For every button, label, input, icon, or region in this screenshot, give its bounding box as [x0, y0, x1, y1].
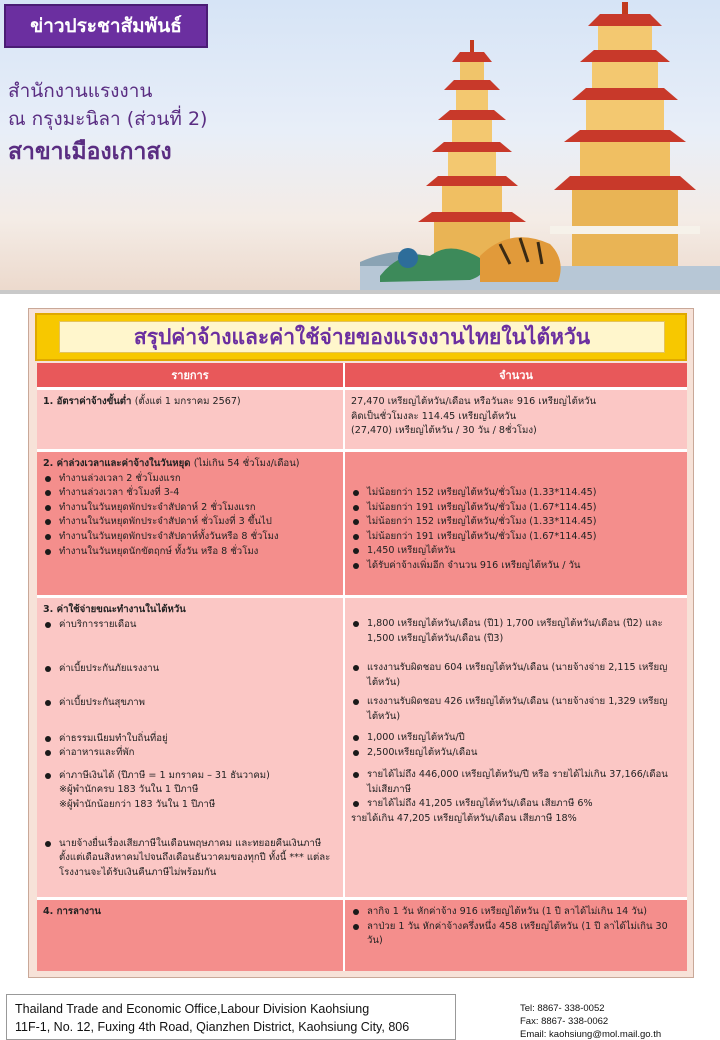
overtime-amount-list	[351, 486, 681, 574]
list-item: ค่าภาษีเงินได้ (ปีภาษี = 1 มกราคม – 31 ธันวาคม)	[43, 769, 337, 784]
list-item: ลากิจ 1 วัน หักค่าจ้าง 916 เหรียญไต้หวัน (1 ปี ลาได้ไม่เกิน 14 วัน)	[351, 905, 681, 920]
list-item: 1,450 เหรียญไต้หวัน	[351, 544, 681, 559]
footer-street: 11F-1, No. 12, Fuxing 4th Road, Qianzhen District, Kaohsiung City, 806	[15, 1020, 410, 1034]
list-item: นายจ้างยื่นเรื่องเสียภาษีในเดือนพฤษภาคม และทยอยคืนเงินภาษีตั้งแต่เดือนสิงหาคมไปจนถึงเดือนธันวาคมของทุกปี ทั้งนี้ *** แต่ละโรงงานจะได้รับเงินคืนภาษีไม่พร้อมกัน	[43, 837, 337, 881]
table-row	[37, 595, 687, 897]
list-item: 1,800 เหรียญไต้หวัน/เดือน (ปี1) 1,700 เหรียญไต้หวัน/เดือน (ปี2) และ 1,500 เหรียญไต้หวัน/เดือน (ปี3)	[351, 617, 681, 661]
row-amount	[345, 900, 687, 971]
list-item: แรงงานรับผิดชอบ 604 เหรียญไต้หวัน/เดือน (นายจ้างจ่าย 2,115 เหรียญไต้หวัน)	[351, 661, 681, 695]
list-item: ไม่น้อยกว่า 152 เหรียญไต้หวัน/ชั่วโมง (1.33*114.45)	[351, 486, 681, 501]
section-heading: 4. การลางาน	[43, 906, 101, 917]
section-heading: 3. ค่าใช้จ่ายขณะทำงานในไต้หวัน	[43, 604, 186, 615]
row-item	[37, 452, 345, 595]
list-item: ทำงานในวันหยุดพักประจำสัปดาห์ 2 ชั่วโมงแรก	[43, 501, 337, 516]
column-header-amount: จำนวน	[345, 363, 687, 387]
list-item: ทำงานล่วงเวลา ชั่วโมงที่ 3-4	[43, 486, 337, 501]
tax-resident-note: ※ผู้พำนักครบ 183 วันใน 1 ปีภาษี	[59, 784, 199, 796]
footer-contact	[520, 1002, 661, 1040]
row-amount: 27,470 เหรียญไต้หวัน/เดือน หรือวันละ 916 เหรียญไต้หวัน คิดเป็นชั่วโมงละ 114.45 เหรียญไต้หวัน (27,470) เหรียญไต้หวัน / 30 วัน / 8ชั่วโมง)	[345, 390, 687, 449]
leave-list	[351, 905, 681, 949]
row-amount	[345, 452, 687, 595]
expense-list	[43, 618, 337, 784]
list-item: ได้รับค่าจ้างเพิ่มอีก จำนวน 916 เหรียญไต้หวัน / วัน	[351, 559, 681, 574]
expense-amount-list	[351, 617, 681, 812]
section-heading: 2. ค่าล่วงเวลาและค่าจ้างในวันหยุด (ไม่เกิน 54 ชั่วโมง/เดือน)	[43, 458, 300, 469]
list-item: ไม่น้อยกว่า 152 เหรียญไต้หวัน/ชั่วโมง (1.33*114.45)	[351, 515, 681, 530]
summary-title-bar	[35, 313, 687, 361]
row-item	[37, 390, 345, 449]
list-item: ทำงานในวันหยุดนักขัตฤกษ์ ทั้งวัน หรือ 8 ชั่วโมง	[43, 545, 337, 560]
office-location: ณ กรุงมะนิลา (ส่วนที่ 2)	[8, 108, 208, 130]
overtime-list	[43, 472, 337, 560]
list-item: แรงงานรับผิดชอบ 426 เหรียญไต้หวัน/เดือน (นายจ้างจ่าย 1,329 เหรียญไต้หวัน)	[351, 695, 681, 731]
tax-rate-note: รายได้เกิน 47,205 เหรียญไต้หวัน/เดือน เสียภาษี 18%	[351, 812, 577, 824]
news-tag: ข่าวประชาสัมพันธ์	[4, 4, 208, 48]
column-header-item: รายการ	[37, 363, 345, 387]
pagoda-illustration	[360, 0, 720, 292]
header-banner	[0, 0, 720, 292]
list-item: รายได้ไม่ถึง 41,205 เหรียญไต้หวัน/เดือน เสียภาษี 6%	[351, 797, 681, 812]
summary-frame	[28, 308, 694, 978]
list-item: ทำงานในวันหยุดพักประจำสัปดาห์ทั้งวันหรือ 8 ชั่วโมง	[43, 530, 337, 545]
list-item: ไม่น้อยกว่า 191 เหรียญไต้หวัน/ชั่วโมง (1.67*114.45)	[351, 501, 681, 516]
list-item: ทำงานในวันหยุดพักประจำสัปดาห์ ชั่วโมงที่ 3 ขึ้นไป	[43, 515, 337, 530]
row-item	[37, 900, 345, 971]
row-item	[37, 598, 345, 897]
list-item: ลาป่วย 1 วัน หักค่าจ้างครึ่งหนึ่ง 458 เหรียญไต้หวัน (1 ปี ลาได้ไม่เกิน 30 วัน)	[351, 920, 681, 949]
list-item: 1,000 เหรียญไต้หวัน/ปี	[351, 731, 681, 746]
footer-address	[6, 994, 456, 1040]
table-row	[37, 897, 687, 971]
footer-email[interactable]: Email: kaohsiung@mol.mail.go.th	[520, 1029, 662, 1040]
footer-fax: Fax: 8867- 338-0062	[520, 1016, 609, 1027]
tax-nonresident-note: ※ผู้พำนักน้อยกว่า 183 วันใน 1 ปีภาษี	[59, 798, 216, 810]
list-item: ทำงานล่วงเวลา 2 ชั่วโมงแรก	[43, 472, 337, 487]
table-row	[37, 449, 687, 595]
row-amount	[345, 598, 687, 897]
summary-title: สรุปค่าจ้างและค่าใช้จ่ายของแรงงานไทยในไต้หวัน	[59, 321, 665, 353]
table-header	[37, 363, 687, 387]
footer-org: Thailand Trade and Economic Office,Labour Division Kaohsiung	[15, 1002, 370, 1016]
branch-name: สาขาเมืองเกาสง	[8, 139, 172, 165]
list-item: ไม่น้อยกว่า 191 เหรียญไต้หวัน/ชั่วโมง (1.67*114.45)	[351, 530, 681, 545]
list-item: ค่าบริการรายเดือน	[43, 618, 337, 662]
footer-tel: Tel: 8867- 338-0052	[520, 1003, 605, 1014]
list-item: รายได้ไม่ถึง 446,000 เหรียญไต้หวัน/ปี หรือ รายได้ไม่เกิน 37,166/เดือน ไม่เสียภาษี	[351, 768, 681, 797]
list-item: ค่าเบี้ยประกันภัยแรงงาน	[43, 662, 337, 696]
list-item: ค่าธรรมเนียมทำใบถิ่นที่อยู่	[43, 732, 337, 747]
table-row	[37, 387, 687, 449]
banner-divider	[0, 290, 720, 294]
office-name: สำนักงานแรงงาน	[8, 80, 153, 102]
list-item: 2,500เหรียญไต้หวัน/เดือน	[351, 746, 681, 761]
section-heading: 1. อัตราค่าจ้างขั้นต่ำ (ตั้งแต่ 1 มกราคม 2567)	[43, 396, 241, 407]
list-item: ค่าอาหารและที่พัก	[43, 746, 337, 761]
list-item: ค่าเบี้ยประกันสุขภาพ	[43, 696, 337, 732]
